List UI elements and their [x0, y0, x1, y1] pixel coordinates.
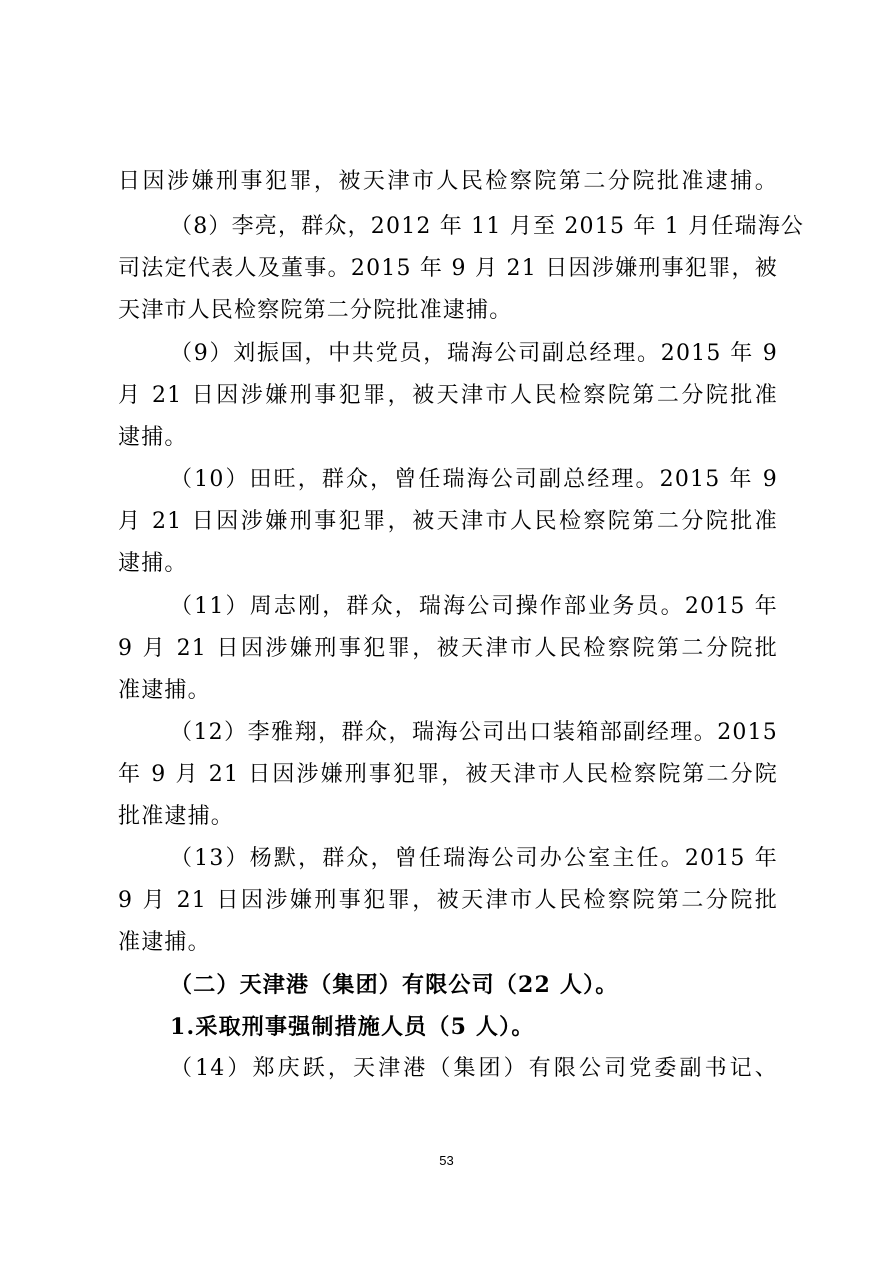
text-line: 月 21 日因涉嫌刑事犯罪，被天津市人民检察院第二分院批准: [118, 383, 778, 408]
text-line: 日因涉嫌刑事犯罪，被天津市人民检察院第二分院批准逮捕。: [118, 169, 778, 194]
text-line: （14）郑庆跃，天津港（集团）有限公司党委副书记、: [170, 1056, 778, 1081]
text-line: （8）李亮，群众，2012 年 11 月至 2015 年 1 月任瑞海公: [170, 214, 805, 239]
text-line: （11）周志刚，群众，瑞海公司操作部业务员。2015 年: [170, 594, 778, 619]
text-line: 逮捕。: [118, 551, 188, 576]
text-line: （12）李雅翔，群众，瑞海公司出口装箱部副经理。2015: [170, 720, 778, 745]
text-line: （13）杨默，群众，曾任瑞海公司办公室主任。2015 年: [170, 846, 778, 871]
text-line: 司法定代表人及董事。2015 年 9 月 21 日因涉嫌刑事犯罪，被: [118, 256, 778, 281]
text-line: （9）刘振国，中共党员，瑞海公司副总经理。2015 年 9: [170, 341, 778, 366]
text-line: （10）田旺，群众，曾任瑞海公司副总经理。2015 年 9: [170, 467, 778, 492]
text-line: 月 21 日因涉嫌刑事犯罪，被天津市人民检察院第二分院批准: [118, 509, 778, 534]
section-heading: （二）天津港（集团）有限公司（22 人）。: [170, 972, 619, 998]
page-number: 53: [439, 1153, 454, 1168]
text-line: 天津市人民检察院第二分院批准逮捕。: [118, 298, 513, 323]
text-line: 准逮捕。: [118, 678, 211, 703]
subsection-heading: 1.采取刑事强制措施人员（5 人）。: [170, 1014, 535, 1040]
text-line: 年 9 月 21 日因涉嫌刑事犯罪，被天津市人民检察院第二分院: [118, 762, 778, 787]
text-line: 9 月 21 日因涉嫌刑事犯罪，被天津市人民检察院第二分院批: [118, 636, 778, 661]
text-line: 准逮捕。: [118, 930, 211, 955]
text-line: 逮捕。: [118, 425, 188, 450]
text-line: 批准逮捕。: [118, 804, 235, 829]
text-line: 9 月 21 日因涉嫌刑事犯罪，被天津市人民检察院第二分院批: [118, 888, 778, 913]
